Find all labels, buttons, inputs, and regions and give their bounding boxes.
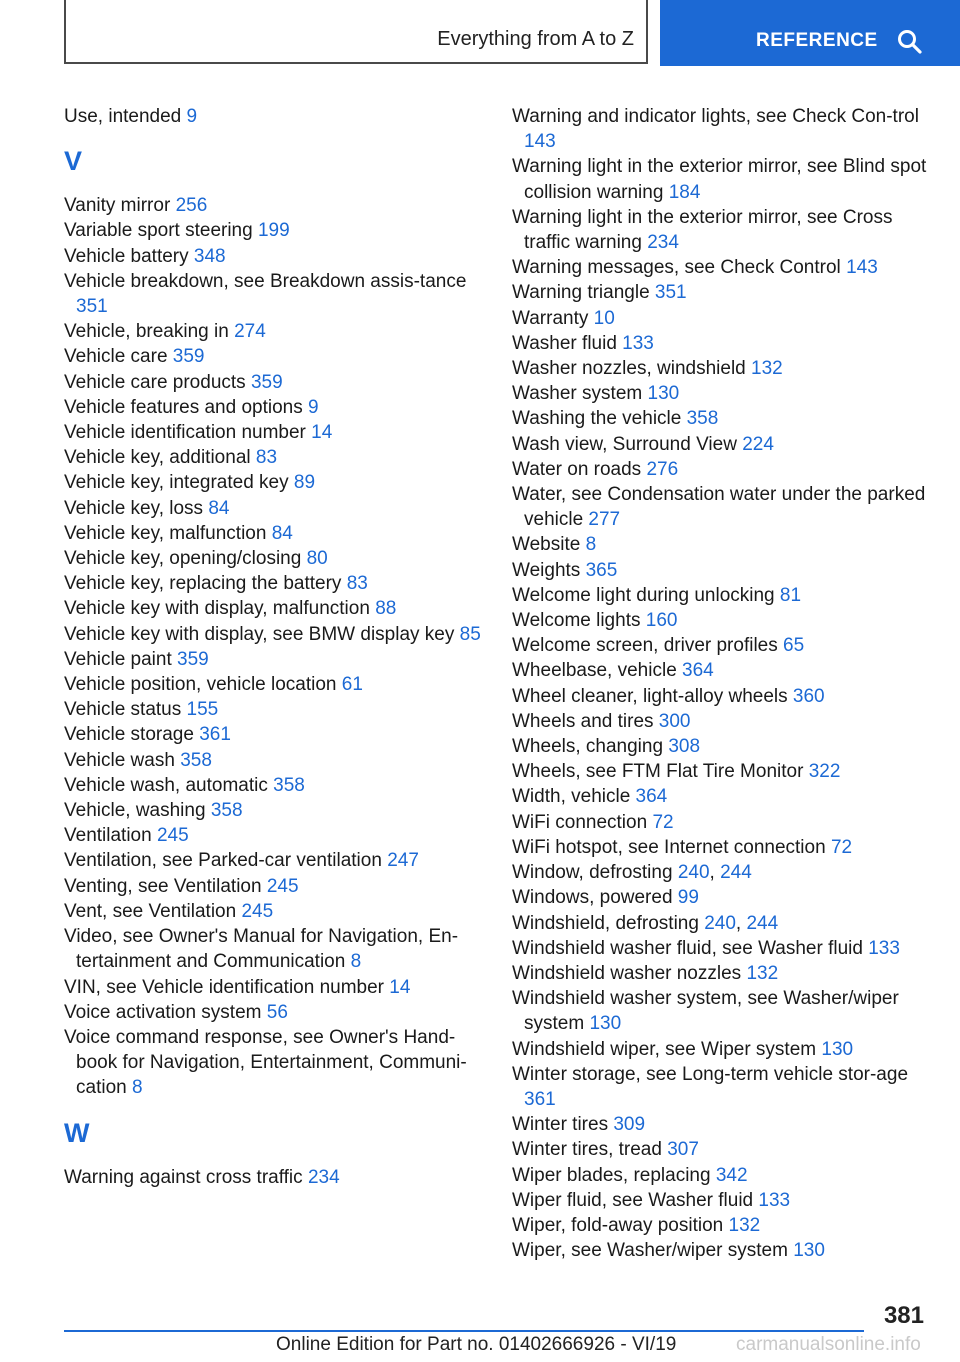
index-entry (512, 1213, 942, 1238)
page-link[interactable]: 14 (311, 422, 333, 444)
index-entry-text: Windshield washer nozzles (512, 962, 747, 984)
page-link[interactable]: 322 (808, 761, 841, 783)
index-entry (512, 608, 942, 633)
page-link[interactable]: 83 (346, 573, 368, 595)
index-entry-text: Warning against cross traffic (64, 1166, 308, 1188)
index-entry (64, 218, 484, 243)
page-link[interactable]: 358 (686, 408, 719, 430)
page-link[interactable]: 65 (783, 635, 805, 657)
index-entry (64, 596, 484, 621)
page-link[interactable]: 9 (186, 106, 198, 127)
page-link[interactable]: 351 (76, 296, 108, 318)
index-entry-text: Vehicle, breaking in (64, 321, 235, 343)
index-entry-text: WiFi hotspot, see Internet connection (512, 836, 831, 858)
index-entry (64, 445, 484, 470)
index-entry-text: Windshield, defrosting (512, 912, 705, 934)
header-title-box (64, 0, 648, 64)
index-entry (64, 924, 484, 974)
index-entry (64, 546, 484, 571)
index-entry-text: Windows, powered (512, 887, 678, 909)
page-link[interactable]: 14 (389, 976, 411, 998)
index-entry-text: Washer system (512, 383, 648, 405)
page-link[interactable]: 307 (667, 1139, 699, 1161)
index-entry-text: Website (512, 534, 586, 556)
index-entry (64, 748, 484, 773)
index-entry (512, 961, 942, 986)
page-link[interactable]: 308 (668, 736, 701, 758)
index-entry (512, 684, 942, 709)
index-entry-text: Washer nozzles, windshield (512, 358, 752, 380)
index-entry-text: Vehicle battery (64, 245, 194, 267)
index-entry-text: Vehicle key, integrated key (64, 472, 294, 494)
page-link[interactable]: 234 (307, 1166, 340, 1188)
page-link[interactable]: 309 (613, 1114, 646, 1136)
page-link[interactable]: 9 (308, 396, 319, 418)
index-entry-text: Wiper fluid, see Washer fluid (512, 1189, 759, 1211)
index-entry (64, 269, 484, 319)
index-entry (512, 1112, 942, 1137)
index-entry (512, 1238, 942, 1263)
page-link[interactable]: 358 (210, 800, 243, 822)
index-entry (512, 860, 942, 885)
page-link[interactable]: 130 (793, 1240, 825, 1262)
index-entry (64, 319, 484, 344)
index-entry-text: Vehicle key, opening/closing (64, 548, 307, 570)
index-entry (512, 583, 942, 608)
index-entry (512, 457, 942, 482)
index-entry-text: Vehicle wash, automatic (64, 774, 274, 796)
index-entry-text: Washing the vehicle (512, 408, 687, 430)
page-number: 381 (883, 1302, 924, 1329)
index-entry-text: Vehicle care products (64, 371, 251, 393)
index-entry-text: Voice command response, see Owner's Hand-book for Navigation, Entertainment, Communi-cation (64, 1026, 467, 1099)
page-link[interactable]: 351 (654, 282, 687, 304)
page-link[interactable]: 277 (588, 509, 621, 531)
index-entry-text: Vent, see Ventilation (64, 900, 242, 922)
page-link[interactable]: 364 (635, 786, 668, 808)
page-link[interactable]: 359 (177, 648, 209, 670)
index-entry (512, 280, 942, 305)
footer-divider (64, 1330, 864, 1332)
page-separator: , (735, 912, 747, 934)
index-entry-text: Wheelbase, vehicle (512, 660, 683, 682)
index-entry-text: Wiper, see Washer/wiper system (512, 1240, 794, 1262)
index-entry (64, 975, 484, 1000)
page-link[interactable]: 276 (646, 458, 679, 480)
page-link[interactable]: 88 (375, 598, 397, 620)
page-link[interactable]: 130 (821, 1038, 854, 1060)
index-entry (64, 848, 484, 873)
page-link[interactable]: 84 (208, 497, 230, 519)
index-entry-text: Vanity mirror (64, 195, 176, 217)
index-entry (64, 344, 484, 369)
page-link[interactable]: 240 (677, 862, 710, 884)
page-link[interactable]: 245 (156, 825, 189, 847)
page-link[interactable]: 244 (746, 912, 779, 934)
index-entry-text: Warning light in the exterior mirror, see Blind spot collision warning (512, 156, 927, 203)
page-link[interactable]: 244 (720, 862, 752, 884)
index-entry (64, 1025, 484, 1101)
index-entry (64, 622, 484, 647)
page-link[interactable]: 300 (658, 710, 691, 732)
index-entry-text: Wash view, Surround View (512, 433, 743, 455)
page-link[interactable]: 364 (682, 660, 714, 682)
index-entry-text: Warning light in the exterior mirror, see Cross traffic warning (512, 206, 893, 254)
index-entry (64, 104, 484, 129)
page-link[interactable]: 143 (846, 257, 878, 279)
index-entry (512, 1137, 942, 1162)
page-link[interactable]: 130 (589, 1013, 622, 1035)
page-link[interactable]: 155 (186, 699, 219, 721)
index-entry (64, 1000, 484, 1025)
page-link[interactable]: 348 (193, 245, 226, 267)
page-link[interactable]: 365 (585, 559, 618, 581)
index-entry-text: Wheels, changing (512, 736, 669, 758)
index-entry-text: Vehicle key with display, malfunction (64, 598, 376, 620)
page-link[interactable]: 240 (704, 912, 736, 934)
index-entry (64, 193, 484, 218)
index-entry (512, 205, 942, 255)
index-entry (64, 496, 484, 521)
index-entry (512, 558, 942, 583)
page-link[interactable]: 133 (868, 937, 900, 959)
index-entry-text: Venting, see Ventilation (64, 875, 267, 897)
page-link[interactable]: 160 (645, 610, 678, 632)
index-entry (64, 420, 484, 445)
index-entry (64, 1165, 484, 1190)
page-link[interactable]: 99 (677, 887, 699, 909)
page-link[interactable]: 10 (593, 307, 615, 329)
page-link[interactable]: 359 (250, 371, 283, 393)
index-entry (64, 647, 484, 672)
index-entry (512, 835, 942, 860)
index-letter-heading: V (64, 146, 83, 177)
page-link[interactable]: 342 (715, 1164, 748, 1186)
index-entry-text: Weights (512, 559, 586, 581)
index-entry-text: Width, vehicle (512, 786, 636, 808)
index-entry (512, 986, 942, 1036)
page-link[interactable]: 199 (257, 220, 290, 242)
index-entry (512, 759, 942, 784)
index-column-left (64, 104, 484, 1190)
page-link[interactable]: 80 (306, 548, 328, 570)
index-entry-text: Vehicle breakdown, see Breakdown assis-tance (64, 270, 467, 292)
index-entry (512, 482, 942, 532)
index-entry (64, 874, 484, 899)
page-link[interactable]: 8 (131, 1077, 143, 1099)
index-entry-text: Vehicle key, loss (64, 497, 209, 519)
index-entry (512, 1037, 942, 1062)
page-link[interactable]: 81 (779, 584, 802, 606)
index-entry (512, 104, 942, 154)
page-link[interactable]: 274 (234, 321, 266, 343)
watermark: carmanualsonline.info (736, 1334, 921, 1355)
page-link[interactable]: 132 (751, 358, 783, 380)
index-entry (512, 532, 942, 557)
page-link[interactable]: 130 (647, 383, 680, 405)
index-entry-text: Window, defrosting (512, 862, 678, 884)
index-entry-text: Ventilation, see Parked-car ventilation (64, 850, 388, 872)
page-link[interactable]: 8 (350, 951, 362, 973)
page-link[interactable]: 358 (273, 774, 305, 796)
index-entry-text: Water, see Condensation water under the parked vehicle (512, 484, 926, 531)
index-entry (64, 571, 484, 596)
index-entry (512, 658, 942, 683)
index-entry-text: Wheels, see FTM Flat Tire Monitor (512, 761, 809, 783)
index-entry-text: Warranty (512, 307, 594, 329)
index-entry (512, 1163, 942, 1188)
index-entry-text: Vehicle status (64, 699, 187, 721)
page-link[interactable]: 56 (266, 1001, 288, 1023)
index-entry-text: Winter tires (512, 1114, 614, 1136)
index-entry-text: Washer fluid (512, 332, 623, 354)
index-entry (512, 810, 942, 835)
index-entry (512, 885, 942, 910)
index-column-right (512, 104, 942, 1263)
index-entry-text: Voice activation system (64, 1001, 267, 1023)
page-link[interactable]: 245 (266, 875, 299, 897)
page-link[interactable]: 133 (758, 1189, 791, 1211)
index-entry (64, 773, 484, 798)
index-entry-text: Vehicle position, vehicle location (64, 674, 342, 696)
index-entry (512, 381, 942, 406)
index-entry-text: WiFi connection (512, 811, 653, 833)
index-entry (512, 709, 942, 734)
index-entry (64, 798, 484, 823)
index-letter-heading: W (64, 1117, 90, 1148)
page-link[interactable]: 247 (387, 850, 419, 872)
page-link[interactable]: 83 (255, 447, 278, 469)
index-entry (64, 395, 484, 420)
index-entry (512, 1062, 942, 1112)
index-entry-text: Wiper, fold-away position (512, 1214, 729, 1236)
index-entry-text: Vehicle paint (64, 648, 178, 670)
index-entry (64, 722, 484, 747)
page-link[interactable]: 360 (792, 685, 825, 707)
index-entry-text: Windshield washer fluid, see Washer fluid (512, 937, 869, 959)
index-entry (512, 356, 942, 381)
index-entry-text: Winter tires, tread (512, 1139, 668, 1161)
page-link[interactable]: 72 (652, 811, 674, 833)
index-entry (64, 470, 484, 495)
index-entry (64, 244, 484, 269)
page-link[interactable]: 358 (180, 749, 212, 771)
index-entry-text: Windshield wiper, see Wiper system (512, 1038, 822, 1060)
page-link[interactable]: 85 (459, 623, 481, 645)
index-entry-text: Vehicle identification number (64, 422, 312, 444)
page-link[interactable]: 132 (728, 1214, 761, 1236)
index-entry (512, 306, 942, 331)
index-entry (512, 331, 942, 356)
page-link[interactable]: 359 (172, 346, 205, 368)
page-link[interactable]: 8 (585, 534, 597, 556)
index-entry (512, 255, 942, 280)
index-entry-text: Video, see Owner's Manual for Navigation, En-tertainment and Communication (64, 926, 459, 973)
index-entry-text: Ventilation (64, 825, 157, 847)
page-link[interactable]: 361 (524, 1088, 556, 1110)
page-link[interactable]: 61 (341, 674, 363, 696)
index-entry-text: Water on roads (512, 458, 647, 480)
index-entry-text: Vehicle key, replacing the battery (64, 573, 347, 595)
reference-tab[interactable] (660, 0, 960, 66)
page-link[interactable]: 133 (622, 332, 654, 354)
index-entry-text: Vehicle features and options (64, 396, 309, 418)
page-link[interactable]: 132 (746, 962, 779, 984)
index-entry-text: Vehicle key, malfunction (64, 522, 272, 544)
index-entry-text: Welcome lights (512, 610, 646, 632)
page-link[interactable]: 89 (293, 472, 316, 494)
index-entry-text: Wheels and tires (512, 710, 659, 732)
index-entry (64, 672, 484, 697)
index-entry-text: Variable sport steering (64, 220, 258, 242)
index-entry (64, 823, 484, 848)
index-entry-text: Welcome screen, driver profiles (512, 635, 784, 657)
index-entry (512, 784, 942, 809)
page-link[interactable]: 234 (647, 232, 679, 254)
page-link[interactable]: 184 (668, 181, 701, 203)
index-entry (512, 734, 942, 759)
index-entry-text: Warning and indicator lights, see Check Con-trol (512, 106, 919, 127)
page-link[interactable]: 224 (742, 433, 774, 455)
page-separator: , (709, 862, 721, 884)
page-link[interactable]: 143 (524, 131, 556, 153)
index-entry-text: Winter storage, see Long-term vehicle stor-age (512, 1063, 909, 1085)
index-entry-text: VIN, see Vehicle identification number (64, 976, 390, 998)
index-entry (64, 697, 484, 722)
index-entry-text: Vehicle storage (64, 724, 200, 746)
index-entry (64, 899, 484, 924)
index-entry (512, 406, 942, 431)
index-entry-text: Vehicle care (64, 346, 173, 368)
index-entry (512, 1188, 942, 1213)
reference-label: REFERENCE (756, 30, 878, 51)
index-entry-text: Wheel cleaner, light-alloy wheels (512, 685, 793, 707)
search-icon[interactable] (896, 28, 924, 56)
edition-footer: Online Edition for Part no. 01402666926 - VI/19 (276, 1334, 677, 1355)
index-entry (512, 633, 942, 658)
index-entry-text: Warning triangle (512, 282, 655, 304)
page-link[interactable]: 72 (830, 836, 853, 858)
index-entry-text: Vehicle, washing (64, 800, 211, 822)
index-entry-text: Windshield washer system, see Washer/wiper system (512, 988, 899, 1035)
page-link[interactable]: 84 (271, 522, 293, 544)
index-entry (512, 154, 942, 204)
header-title: Everything from A to Z (437, 28, 634, 50)
index-entry-text: Vehicle key with display, see BMW display key (64, 623, 460, 645)
page-link[interactable]: 256 (175, 195, 208, 217)
index-entry (512, 936, 942, 961)
index-entry-text: Wiper blades, replacing (512, 1164, 716, 1186)
page-link[interactable]: 245 (241, 900, 274, 922)
index-entry (64, 370, 484, 395)
page-link[interactable]: 361 (199, 724, 231, 746)
index-entry (512, 432, 942, 457)
index-entry-text: Warning messages, see Check Control (512, 257, 847, 279)
index-entry (64, 521, 484, 546)
index-entry-text: Vehicle wash (64, 749, 181, 771)
index-entry-text: Welcome light during unlocking (512, 584, 780, 606)
index-entry-text: Vehicle key, additional (64, 447, 256, 469)
index-entry (512, 911, 942, 936)
index-entry-text: Use, intended (64, 106, 187, 127)
